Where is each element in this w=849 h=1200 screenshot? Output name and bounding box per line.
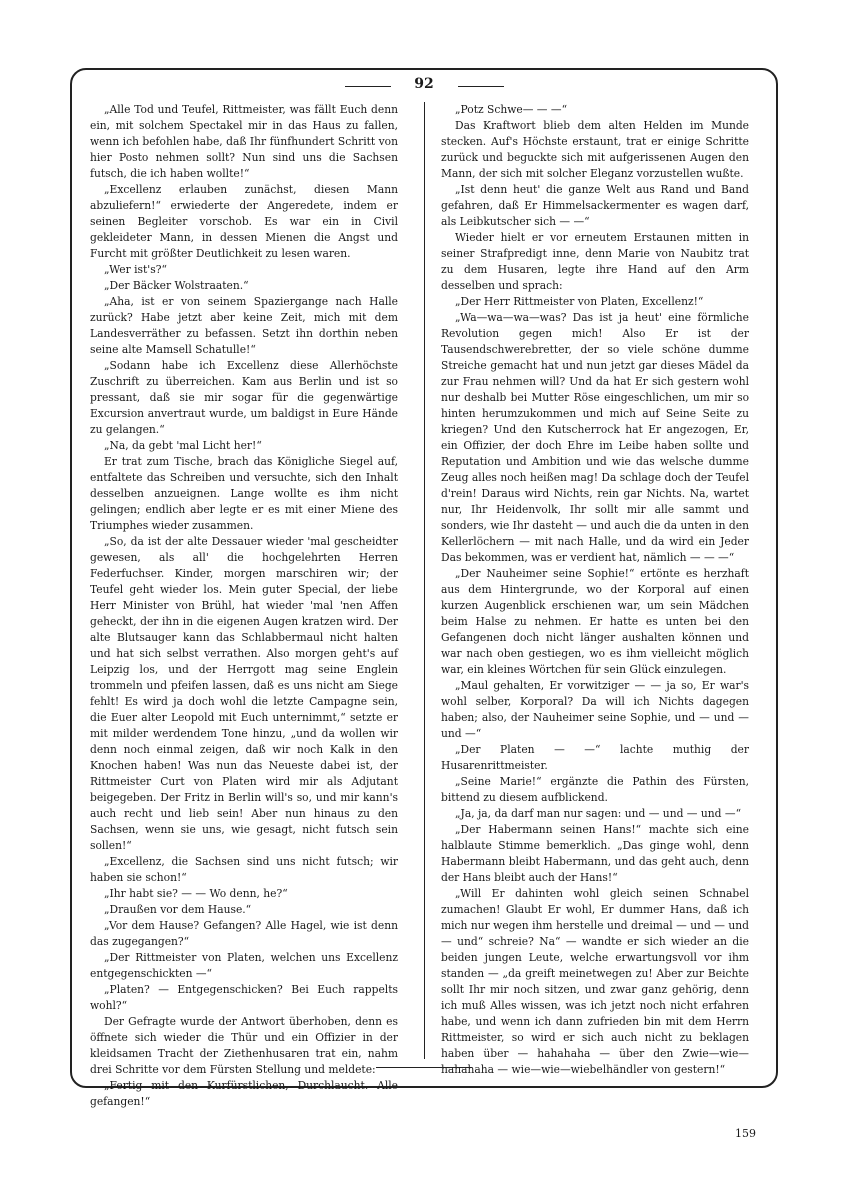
paragraph: „So, da ist der alte Dessauer wieder 'mal gescheidter gewesen, als all' die hochgelehrten Herren Federfuchser. Kinder, morgen marschiren wir; der Teufel geht wieder los. Mein guter Special, der liebe Herr Minister von Brühl, hat wieder 'mal 'nen Affen geheckt, der ihn in die eigenen Augen kratzen wird. Der alte Blutsauger kann das Schlabbermaul nicht halten und hat sich selbst verrathen. Also morgen geht's auf Leipzig los, und der Herrgott mag seine Englein trommeln und pfeifen lassen, daß es uns nicht am Siege fehlt! Es wird ja doch wohl die letzte Campagne sein, die Euer alter Leopold mit Euch unternimmt,“ setzte er mit milder werdendem Tone hinzu, „und da wollen wir denn noch einmal zeigen, daß wir noch Kalk in den Knochen haben! Was nun das Neueste dabei ist, der Rittmeister Curt von Platen wird mir als Adjutant beigegeben. Der Fritz in Berlin will's so, und mir kann's auch recht und lieb sein! Aber nun hinaus zu den Sachsen, wenn sie uns, wie gesagt, nicht futsch sein sollen!“ xyxy=(90,535,398,852)
paragraph: „Na, da gebt 'mal Licht her!“ xyxy=(104,439,262,452)
paragraph: „Der Bäcker Wolstraaten.“ xyxy=(104,279,249,292)
column-divider xyxy=(424,102,425,1059)
paragraph: „Seine Marie!“ ergänzte die Pathin des Fürsten, bittend zu diesem aufblickend. xyxy=(441,775,749,804)
right-column xyxy=(441,102,749,1076)
paragraph: „Platen? — Entgegenschicken? Bei Euch rappelts wohl?“ xyxy=(90,983,398,1012)
paragraph: „Excellenz erlauben zunächst, diesen Mann abzuliefern!“ erwiederte der Angeredete, indem er seinen Begleiter vorschob. Es war ein in Civil gekleideter Mann, in dessen Mienen die Angst und Furcht mit größter Deutlichkeit zu lesen waren. xyxy=(90,183,398,260)
left-column xyxy=(90,102,398,1108)
folio-number: 159 xyxy=(735,1127,756,1140)
paragraph: „Ist denn heut' die ganze Welt aus Rand und Band gefahren, daß Er Himmelsackermenter es wagen darf, als Leibkutscher sich — —“ xyxy=(441,183,749,228)
paragraph: „Der Rittmeister von Platen, welchen uns Excellenz entgegenschickten —“ xyxy=(90,951,398,980)
paragraph: „Der Herr Rittmeister von Platen, Excellenz!“ xyxy=(455,295,704,308)
paragraph: „Wer ist's?“ xyxy=(104,263,167,276)
end-rule xyxy=(376,1067,472,1068)
paragraph: „Fertig mit den Kurfürstlichen, Durchlaucht. Alle gefangen!“ xyxy=(90,1079,398,1108)
paragraph: Wieder hielt er vor erneutem Erstaunen mitten in seiner Strafpredigt inne, denn Marie von Naubitz trat zu dem Husaren, legte ihre Hand auf den Arm desselben und sprach: xyxy=(441,231,749,292)
paragraph: „Der Habermann seinen Hans!“ machte sich eine halblaute Stimme bemerklich. „Das ginge wohl, denn Habermann bleibt Habermann, und das geht auch, denn der Hans bleibt auch der Hans!“ xyxy=(441,823,749,884)
paragraph: „Potz Schwe— — —“ xyxy=(455,103,568,116)
paragraph: Der Gefragte wurde der Antwort überhoben, denn es öffnete sich wieder die Thür und ein Offizier in der kleidsamen Tracht der Ziethenhusaren trat ein, nahm drei Schritte vor dem Fürsten Stellung und meldete: xyxy=(90,1015,398,1076)
paragraph: „Ja, ja, da darf man nur sagen: und — und — und —“ xyxy=(455,807,742,820)
paragraph: Er trat zum Tische, brach das Königliche Siegel auf, entfaltete das Schreiben und versuchte, sich den Inhalt desselben anzueignen. Lange wollte es ihm nicht gelingen; endlich aber legte er es mit einer Miene des Triumphes wieder zusammen. xyxy=(90,455,398,532)
paragraph: „Ihr habt sie? — — Wo denn, he?“ xyxy=(104,887,288,900)
paragraph: Das Kraftwort blieb dem alten Helden im Munde stecken. Auf's Höchste erstaunt, trat er einige Schritte zurück und beguckte sich mit aufgerissenen Augen den Mann, der sich mit solcher Eleganz vorzustellen wußte. xyxy=(441,119,749,180)
paragraph: „Der Nauheimer seine Sophie!“ ertönte es herzhaft aus dem Hintergrunde, wo der Korporal auf einen kurzen Augenblick erschienen war, um sein Mädchen beim Halse zu nehmen. Er hatte es unten bei den Gefangenen doch nicht länger aushalten können und war nach oben gestiegen, wo es ihm vielleicht möglich war, ein kleines Wörtchen für sein Glück einzulegen. xyxy=(441,567,749,676)
paragraph: „Excellenz, die Sachsen sind uns nicht futsch; wir haben sie schon!“ xyxy=(90,855,398,884)
paragraph: „Draußen vor dem Hause.“ xyxy=(104,903,252,916)
paragraph: „Sodann habe ich Excellenz diese Allerhöchste Zuschrift zu überreichen. Kam aus Berlin und ist so pressant, daß sie mir sogar für die gegenwärtige Excursion anvertraut wurde, um baldigst in Eure Hände zu gelangen.“ xyxy=(90,359,398,436)
paragraph: „Will Er dahinten wohl gleich seinen Schnabel zumachen! Glaubt Er wohl, Er dummer Hans, daß ich mich nur wegen ihm herstelle und dreimal — und — und — und“ schreie? Na“ — wandte er sich wieder an die beiden jungen Leute, welche erwartungsvoll vor ihm standen — „da greift meinetwegen zu! Aber zur Beichte sollt Ihr mir noch sitzen, und zwar ganz gehörig, denn ich muß Alles wissen, was ich jetzt noch nicht erfahren habe, und wenn ich dann zufrieden bin mit dem Herrn Rittmeister, so wird er sich auch nicht zu beklagen haben über — hahahaha — über den Zwie—wie— hahahaha — wie—wie—wiebelhändler von gestern!“ xyxy=(441,887,749,1076)
paragraph: „Vor dem Hause? Gefangen? Alle Hagel, wie ist denn das zugegangen?“ xyxy=(90,919,398,948)
paragraph: „Der Platen — —“ lachte muthig der Husarenrittmeister. xyxy=(441,743,749,772)
header-rule-right xyxy=(458,86,504,87)
paragraph: „Maul gehalten, Er vorwitziger — — ja so, Er war's wohl selber, Korporal? Da will ich Nichts dagegen haben; also, der Nauheimer seine Sophie, und — und — und —“ xyxy=(441,679,749,740)
paragraph: „Alle Tod und Teufel, Rittmeister, was fällt Euch denn ein, mit solchem Spectakel mir in das Haus zu fallen, wenn ich befohlen habe, daß Ihr fünfhundert Schritt von hier Posto nehmen sollt? Nun sind uns die Sachsen futsch, die ich haben wollte!“ xyxy=(90,103,398,180)
page-number: 92 xyxy=(414,76,434,92)
header-rule-left xyxy=(345,86,391,87)
paragraph: „Aha, ist er von seinem Spaziergange nach Halle zurück? Habe jetzt aber keine Zeit, mich mit dem Landesverräther zu befassen. Setzt ihn dorthin neben seine alte Mamsell Schatulle!“ xyxy=(90,295,398,356)
paragraph: „Wa—wa—wa—was? Das ist ja heut' eine förmliche Revolution gegen mich! Also Er ist der Tausendschwerebretter, der so viele schöne dumme Streiche gemacht hat und nun jetzt gar dieses Mädel da zur Frau nehmen will? Und da hat Er sich gestern wohl nur deshalb bei Mutter Röse eingeschlichen, um mir so hinten herumzukommen und mich auf Seine Seite zu kriegen? Und den Kutscherrock hat Er angezogen, Er, ein Offizier, der doch Ehre im Leibe haben sollte und Reputation und Ambition und wie das welsche dumme Zeug alles noch heißen mag! Da schlage doch der Teufel d'rein! Daraus wird Nichts, rein gar Nichts. Na, wartet nur, Ihr Heidenvolk, Ihr sollt mir alle sammt und sonders, wie Ihr dasteht — und auch die da unten in den Kellerlöchern — mit nach Halle, und da wird ein Jeder Das bekommen, was er verdient hat, nämlich — — —“ xyxy=(441,311,749,564)
